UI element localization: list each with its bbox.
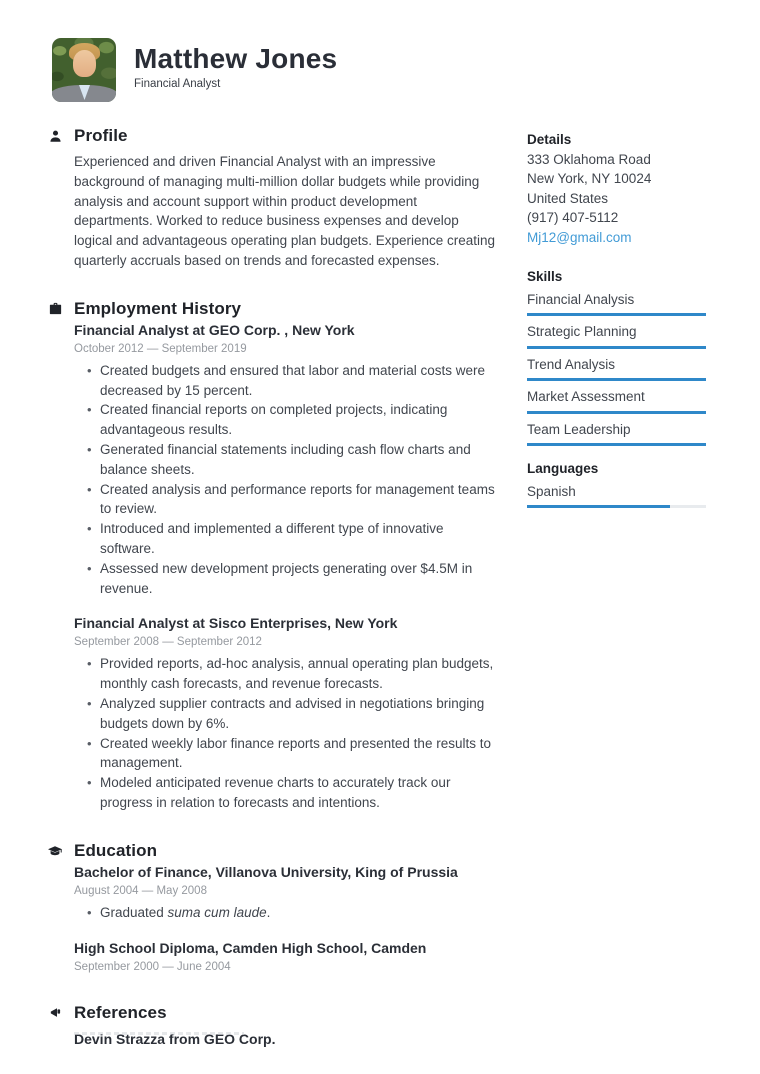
employment-heading: Employment History <box>74 298 242 318</box>
job-bullet: • Introduced and implemented a different type of innovative software. <box>74 519 496 559</box>
briefcase-icon <box>46 300 64 318</box>
job-dates: October 2012 — September 2019 <box>74 342 247 355</box>
skills-heading: Skills <box>527 269 563 284</box>
job-bullet-list <box>74 654 496 812</box>
identity-block <box>134 38 337 90</box>
job-bullet: • Modeled anticipated revenue charts to accurately track our progress in relation to forecasts and intentions. <box>74 773 496 813</box>
skill-item <box>527 290 706 317</box>
education-bullet: • Graduated suma cum laude. <box>74 903 496 923</box>
references-section-header <box>74 1001 496 1025</box>
megaphone-icon <box>46 1004 64 1022</box>
job-bullet: • Created analysis and performance reports for management teams to review. <box>74 480 496 520</box>
employment-section <box>74 297 496 813</box>
education-heading: Education <box>74 840 158 860</box>
skill-item <box>527 355 706 382</box>
photo-face <box>73 50 96 77</box>
job-dates: September 2008 — September 2012 <box>74 636 262 649</box>
job-bullet-list <box>74 361 496 599</box>
job-title: Financial Analyst at GEO Corp. , New York <box>74 321 355 338</box>
skill-label: Team Leadership <box>527 421 631 437</box>
job-bullet: • Generated financial statements including cash flow charts and balance sheets. <box>74 440 496 480</box>
candidate-name: Matthew Jones <box>134 43 338 74</box>
employment-section-header <box>74 297 496 321</box>
person-icon <box>46 127 64 145</box>
education-entry <box>74 863 496 923</box>
phone-number: (917) 407-5112 <box>527 210 619 225</box>
language-item <box>527 482 706 509</box>
skill-item <box>527 322 706 349</box>
job-bullet: • Assessed new development projects generating over $4.5M in revenue. <box>74 559 496 599</box>
graduation-cap-icon <box>46 842 64 860</box>
skill-bar-fill <box>527 443 706 446</box>
job-bullet: • Created financial reports on completed projects, indicating advantageous results. <box>74 400 496 440</box>
skill-item <box>527 420 706 447</box>
candidate-title: Financial Analyst <box>134 78 221 90</box>
skill-bar-fill <box>527 313 706 316</box>
main-column <box>74 124 496 1049</box>
skill-bar-fill <box>527 378 706 381</box>
language-label: Spanish <box>527 483 576 499</box>
skill-label: Financial Analysis <box>527 291 635 307</box>
skill-bar-track <box>527 346 706 349</box>
education-title: Bachelor of Finance, Villanova University, King of Prussia <box>74 863 458 880</box>
education-title: High School Diploma, Camden High School, Camden <box>74 939 427 956</box>
language-bar-fill <box>527 505 670 508</box>
address-line: 333 Oklahoma Road <box>527 151 651 167</box>
language-bar-track <box>527 505 706 508</box>
education-dates: August 2004 — May 2008 <box>74 884 207 897</box>
skill-bar-track <box>527 378 706 381</box>
education-entry <box>74 939 496 975</box>
job-entry <box>74 321 496 599</box>
skill-label: Strategic Planning <box>527 324 637 339</box>
reference-entry: Devin Strazza from GEO Corp. <box>74 1030 276 1047</box>
skill-bar-fill <box>527 411 706 414</box>
references-section <box>74 1001 496 1049</box>
skill-bar-fill <box>527 346 706 349</box>
education-section <box>74 839 496 975</box>
profile-heading: Profile <box>74 126 128 145</box>
profile-section-header <box>74 124 496 148</box>
references-heading: References <box>74 1002 167 1022</box>
details-heading: Details <box>527 132 572 147</box>
skill-bar-track <box>527 443 706 446</box>
job-bullet: • Created weekly labor finance reports and presented the results to management. <box>74 734 496 774</box>
job-bullet: • Created budgets and ensured that labor and material costs were decreased by 15 percent. <box>74 361 496 401</box>
skill-label: Market Assessment <box>527 389 645 404</box>
resume-header <box>52 38 337 102</box>
profile-section <box>74 124 496 271</box>
job-entry <box>74 614 496 812</box>
job-bullet: • Analyzed supplier contracts and advised in negotiations bringing budgets down by 6%. <box>74 694 496 734</box>
skill-item <box>527 387 706 414</box>
sidebar <box>527 130 706 514</box>
address-line: United States <box>527 190 609 206</box>
job-bullet: • Provided reports, ad-hoc analysis, annual operating plan budgets, monthly cash forecasts, and revenue forecasts. <box>74 654 496 694</box>
email-link[interactable]: Mj12@gmail.com <box>527 229 632 245</box>
job-title: Financial Analyst at Sisco Enterprises, New York <box>74 615 398 632</box>
languages-heading: Languages <box>527 461 599 476</box>
education-section-header <box>74 839 496 863</box>
profile-photo <box>52 38 116 102</box>
profile-text: Experienced and driven Financial Analyst with an impressive background of managing multi-million dollar budgets while providing analysis and account support within product development departments. Worked to reduce business expenses and develop logical and advantageous operating plan budgets. Experience creating quarterly accruals based on trends and forecasted expenses. <box>74 154 496 268</box>
skill-bar-track <box>527 313 706 316</box>
skill-label: Trend Analysis <box>527 356 616 372</box>
cutoff-text-remnant <box>74 1032 244 1035</box>
skill-bar-track <box>527 411 706 414</box>
address-line: New York, NY 10024 <box>527 171 652 186</box>
education-dates: September 2000 — June 2004 <box>74 960 231 973</box>
education-bullet-list <box>74 903 496 923</box>
